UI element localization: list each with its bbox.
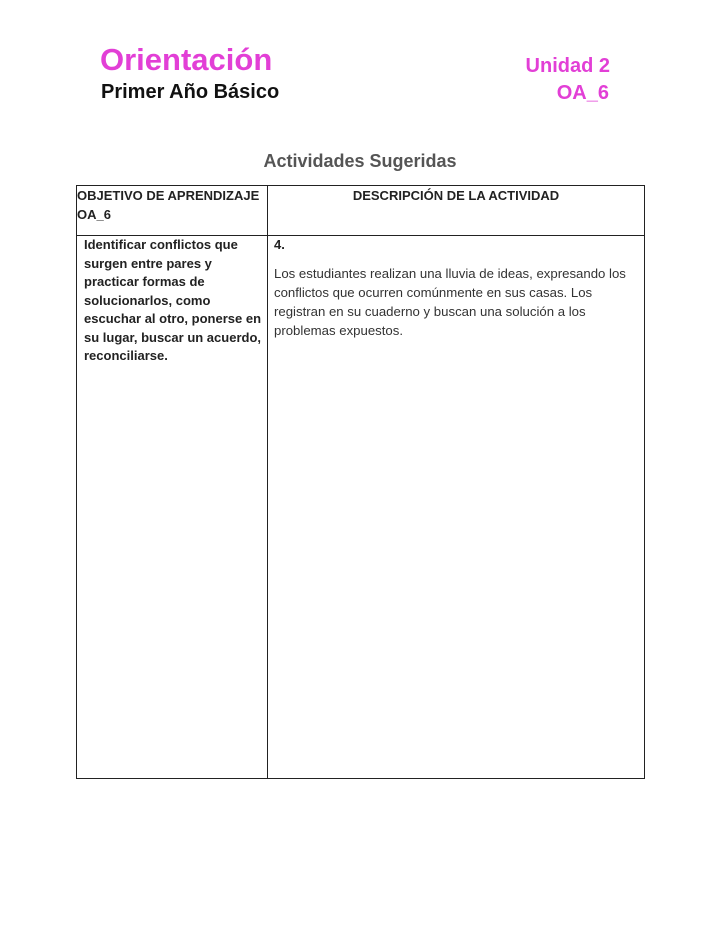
oa-code-label: OA_6	[556, 82, 609, 104]
section-heading: Actividades Sugeridas	[263, 151, 457, 171]
activity-header: DESCRIPCIÓN DE LA ACTIVIDAD	[268, 186, 645, 236]
unit-label: Unidad 2	[525, 55, 610, 77]
activity-description: Los estudiantes realizan una lluvia de ideas, expresando los conflictos que ocurren comúnmente en sus casas. Los registran en su cuaderno y buscan una solución a los problemas expuestos.	[274, 266, 626, 338]
objective-header: OBJETIVO DE APRENDIZAJE OA_6	[77, 186, 268, 236]
table-header-row	[77, 186, 645, 236]
objective-cell	[77, 236, 268, 779]
objective-text: Identificar conflictos que surgen entre pares y practicar formas de solucionarlos, como escuchar al otro, ponerse en su lugar, buscar un acuerdo, reconciliarse.	[84, 237, 262, 363]
activities-table	[76, 185, 645, 779]
activity-number: 4.	[274, 237, 285, 252]
document-title: Orientación	[100, 42, 273, 77]
document-subtitle: Primer Año Básico	[101, 81, 280, 103]
table-row	[77, 236, 645, 779]
activity-cell	[268, 236, 645, 779]
